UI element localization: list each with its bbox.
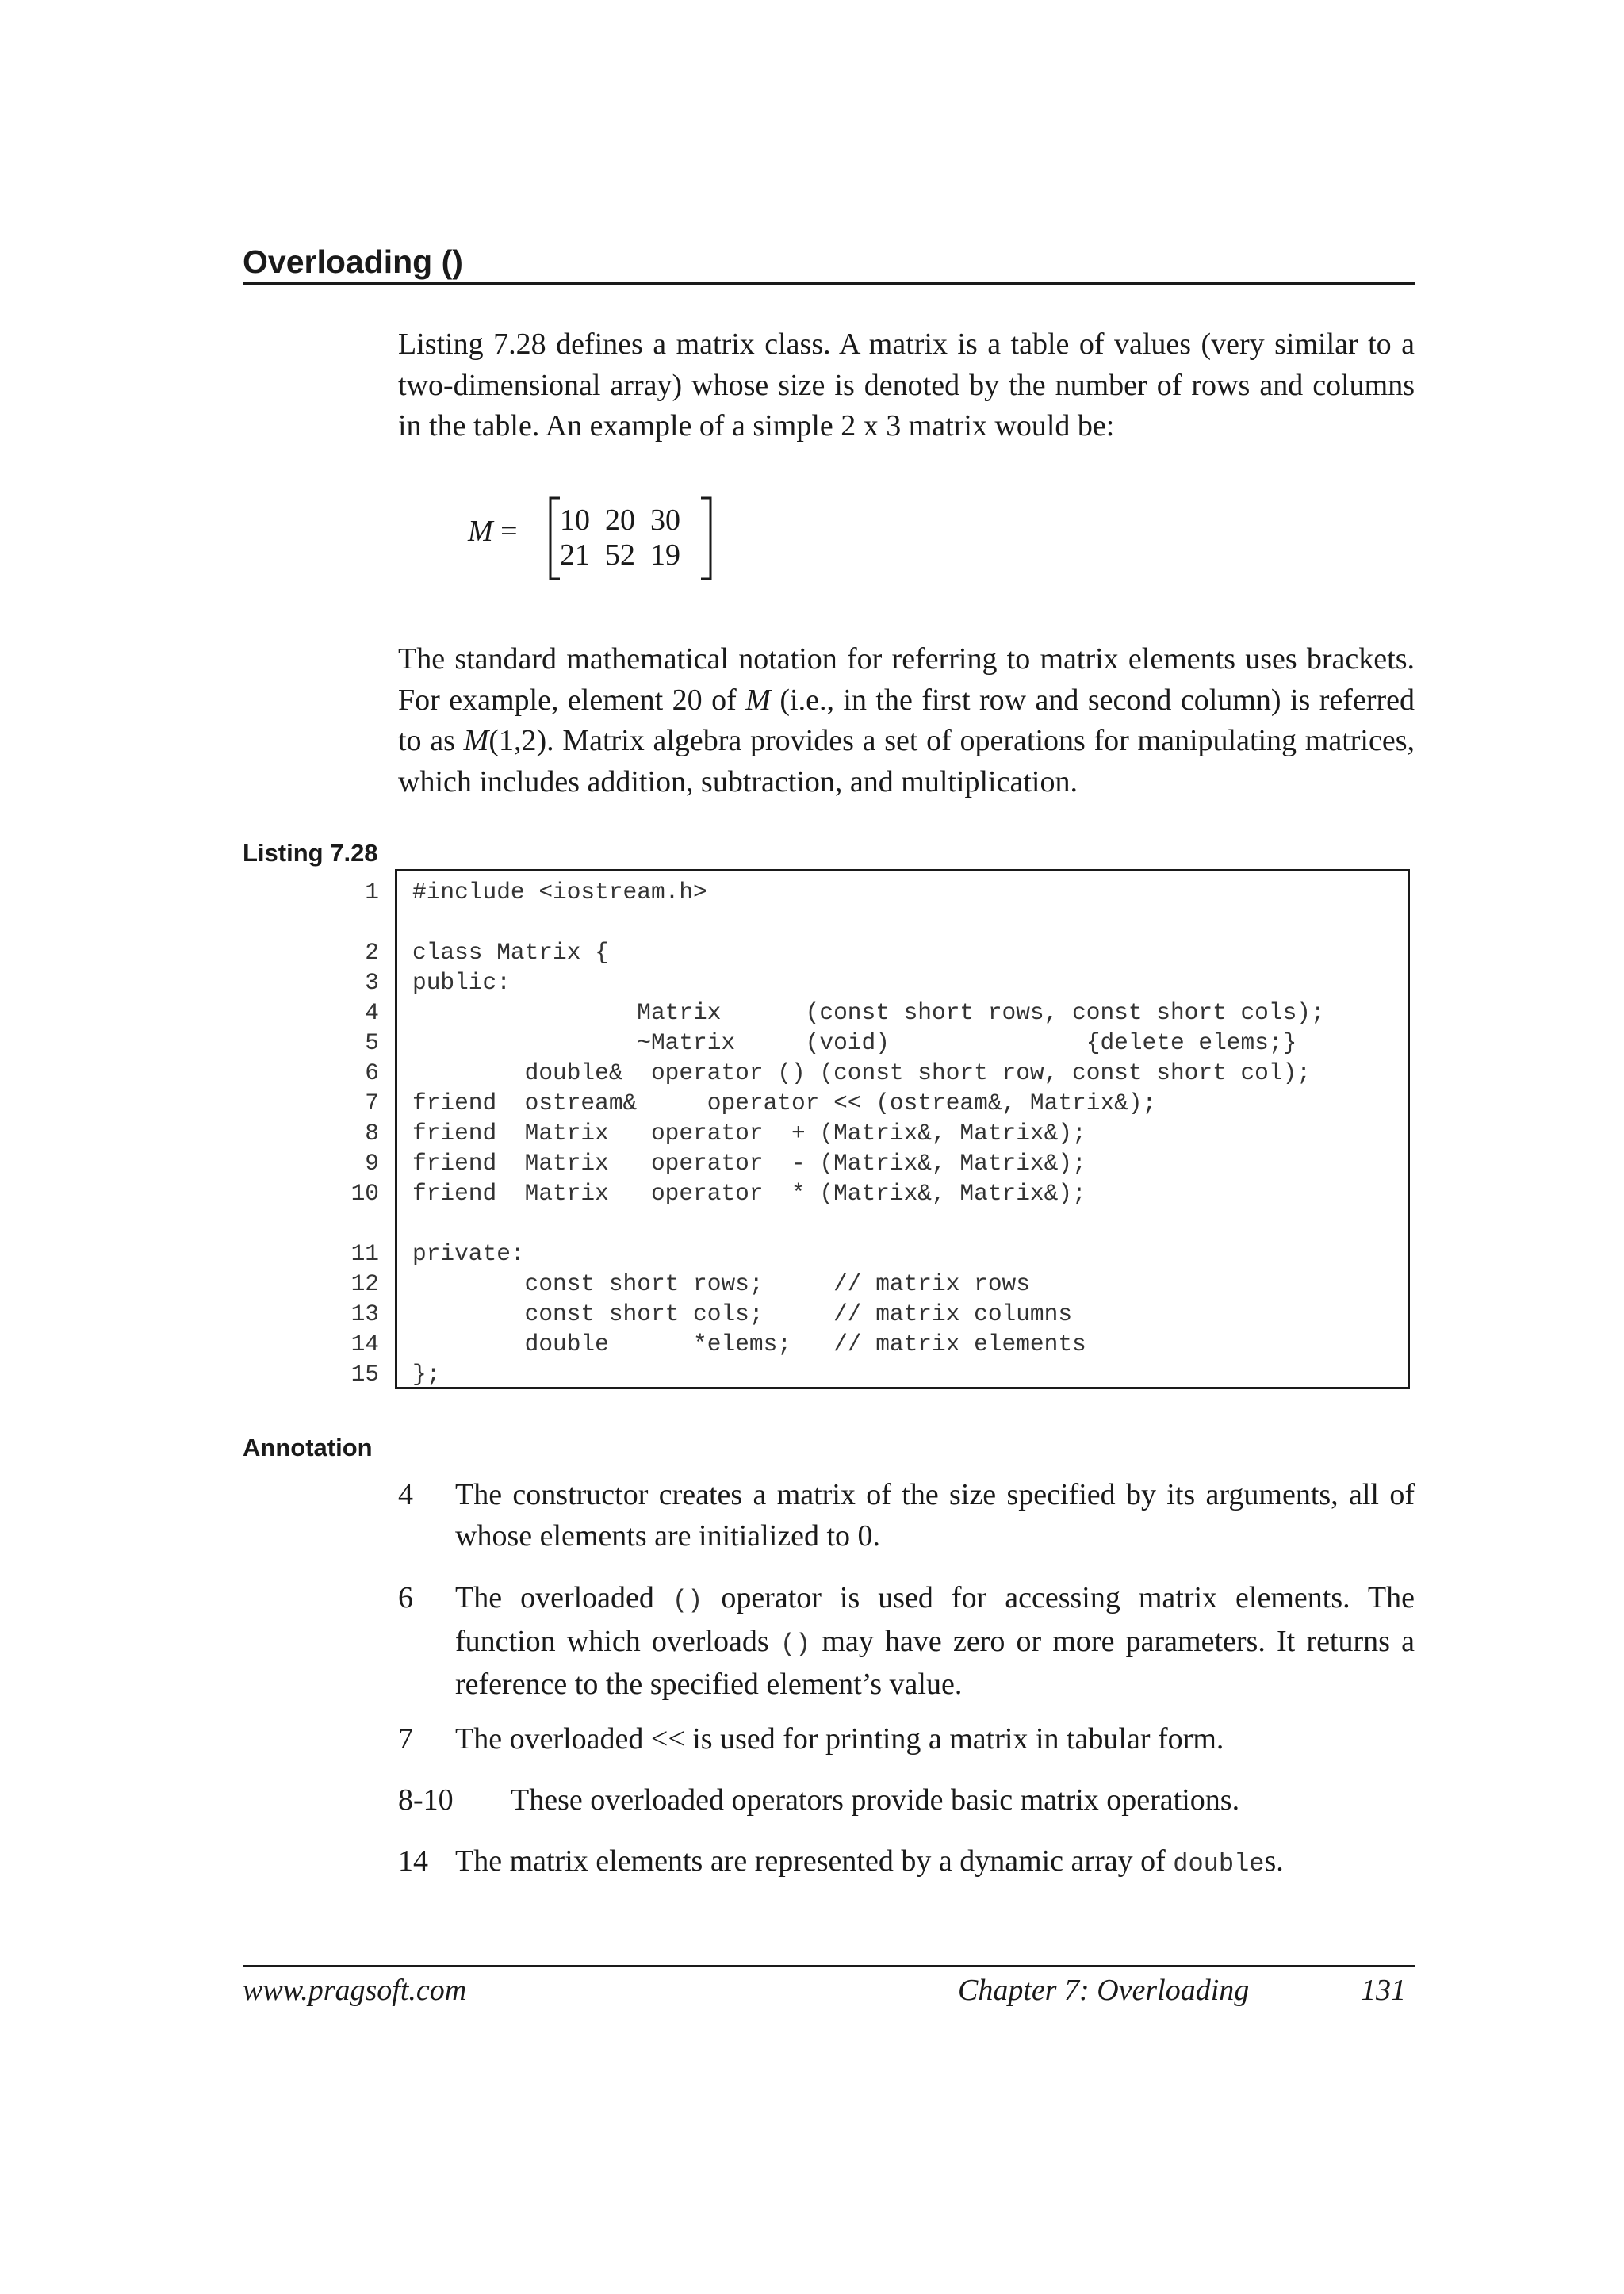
footer-chapter: Chapter 7: Overloading: [958, 1974, 1250, 2007]
annotation-text: The constructor creates a matrix of the size specified by its arguments, all of whose elements are initialized to 0.: [455, 1478, 1415, 1553]
code-line-text: friend ostream& operator << (ostream&, Matrix&);: [412, 1090, 1157, 1116]
code-line-text: public:: [412, 969, 511, 996]
code-line-number: 11: [350, 1240, 379, 1267]
code-line: [0, 1239, 1624, 1269]
matrix-equals: =: [500, 515, 518, 548]
para2-symbol-m2: M: [463, 724, 489, 757]
footer-rule: [243, 1965, 1415, 1967]
code-line-text: class Matrix {: [412, 939, 609, 966]
annotation-label: Annotation: [243, 1434, 373, 1461]
code-line-number: 5: [365, 1029, 379, 1056]
code-line-number: 8: [365, 1120, 379, 1147]
matrix-row-2: 21 52 19: [560, 538, 680, 572]
annotation-number: 4: [398, 1478, 413, 1511]
code-line-text: };: [412, 1361, 441, 1388]
annotation-6-part1: The overloaded: [455, 1581, 672, 1614]
para2-part2: (i.e., in the first row and second column) is referred to as: [398, 683, 1415, 757]
code-line: [0, 1088, 1624, 1118]
code-line-number: 2: [365, 939, 379, 966]
annotation-6-code1: (): [672, 1586, 703, 1615]
code-line: [0, 1269, 1624, 1299]
matrix-symbol: M: [468, 515, 493, 548]
code-line-text: const short rows; // matrix rows: [412, 1270, 1030, 1297]
annotation-number: 8-10: [398, 1783, 454, 1817]
annotation-6-part2: operator is used for accessing matrix elements. The function which overloads: [455, 1581, 1415, 1658]
annotation-6-part3: may have zero or more parameters. It returns a reference to the specified element’s value.: [455, 1624, 1415, 1701]
code-line: [0, 1329, 1624, 1359]
para2-part3: (1,2). Matrix algebra provides a set of operations for manipulating matrices, which includes addition, subtraction, and multiplication.: [398, 724, 1415, 798]
code-line: [0, 1058, 1624, 1088]
footer-page-number: 131: [1361, 1974, 1406, 2007]
annotation-number: 6: [398, 1581, 413, 1614]
annotation-text: [455, 1578, 1415, 1706]
annotation-text: [455, 1841, 1415, 1885]
code-line-text: ~Matrix (void) {delete elems;}: [412, 1029, 1297, 1056]
code-line-number: 6: [365, 1059, 379, 1086]
section-heading: Overloading (): [243, 243, 1415, 285]
code-line-text: const short cols; // matrix columns: [412, 1300, 1073, 1327]
code-line: [0, 967, 1624, 998]
matrix-name: [468, 514, 518, 549]
code-line-text: double& operator () (const short row, const short col);: [412, 1059, 1311, 1086]
intro-paragraph: Listing 7.28 defines a matrix class. A matrix is a table of values (very similar to a two-dimensional array) whose size is denoted by the number of rows and columns in the table. An example of a simple 2 x 3 matrix would be:: [398, 327, 1415, 442]
code-line: [0, 1359, 1624, 1389]
code-line-number: 14: [350, 1331, 379, 1358]
code-line-number: 15: [350, 1361, 379, 1388]
notation-paragraph: [398, 639, 1415, 802]
code-line-text: friend Matrix operator * (Matrix&, Matrix&);: [412, 1180, 1086, 1207]
code-line-text: private:: [412, 1240, 525, 1267]
annotation-14-part2: s.: [1264, 1844, 1284, 1878]
code-line-text: #include <iostream.h>: [412, 879, 707, 906]
code-line-number: 12: [350, 1270, 379, 1297]
matrix-example: [549, 496, 712, 580]
code-line-number: 3: [365, 969, 379, 996]
code-line-text: Matrix (const short rows, const short cols);: [412, 999, 1325, 1026]
annotation-text: These overloaded operators provide basic matrix operations.: [511, 1783, 1240, 1817]
para2-part1: The standard mathematical notation for referring to matrix elements uses brackets. For example, element 20 of: [398, 642, 1415, 717]
code-line: [0, 1118, 1624, 1148]
annotation-number: 14: [398, 1844, 428, 1878]
code-line-text: double *elems; // matrix elements: [412, 1331, 1086, 1358]
code-line: [0, 937, 1624, 967]
code-line-text: friend Matrix operator + (Matrix&, Matrix&);: [412, 1120, 1086, 1147]
code-line: [0, 1148, 1624, 1178]
annotation-text: The overloaded << is used for printing a matrix in tabular form.: [455, 1722, 1224, 1756]
code-line: [0, 1028, 1624, 1058]
code-line-text: friend Matrix operator - (Matrix&, Matrix&);: [412, 1150, 1086, 1177]
code-line: [0, 1178, 1624, 1208]
code-line-number: 13: [350, 1300, 379, 1327]
code-line-number: 9: [365, 1150, 379, 1177]
para2-symbol-m: M: [745, 683, 771, 717]
footer-website: www.pragsoft.com: [243, 1974, 467, 2007]
annotation-6-code2: (): [779, 1629, 811, 1659]
code-line-number: 1: [365, 879, 379, 906]
annotation-number: 7: [398, 1722, 413, 1756]
code-line-number: 7: [365, 1090, 379, 1116]
matrix-row-1: 10 20 30: [560, 504, 680, 537]
annotation-14-part1: The matrix elements are represented by a dynamic array of: [455, 1844, 1174, 1878]
code-line: [0, 877, 1624, 907]
code-line: [0, 998, 1624, 1028]
code-line: [0, 1299, 1624, 1329]
code-line-number: 4: [365, 999, 379, 1026]
listing-label: Listing 7.28: [243, 839, 378, 867]
code-line-number: 10: [350, 1180, 379, 1207]
annotation-14-code: double: [1173, 1849, 1265, 1878]
